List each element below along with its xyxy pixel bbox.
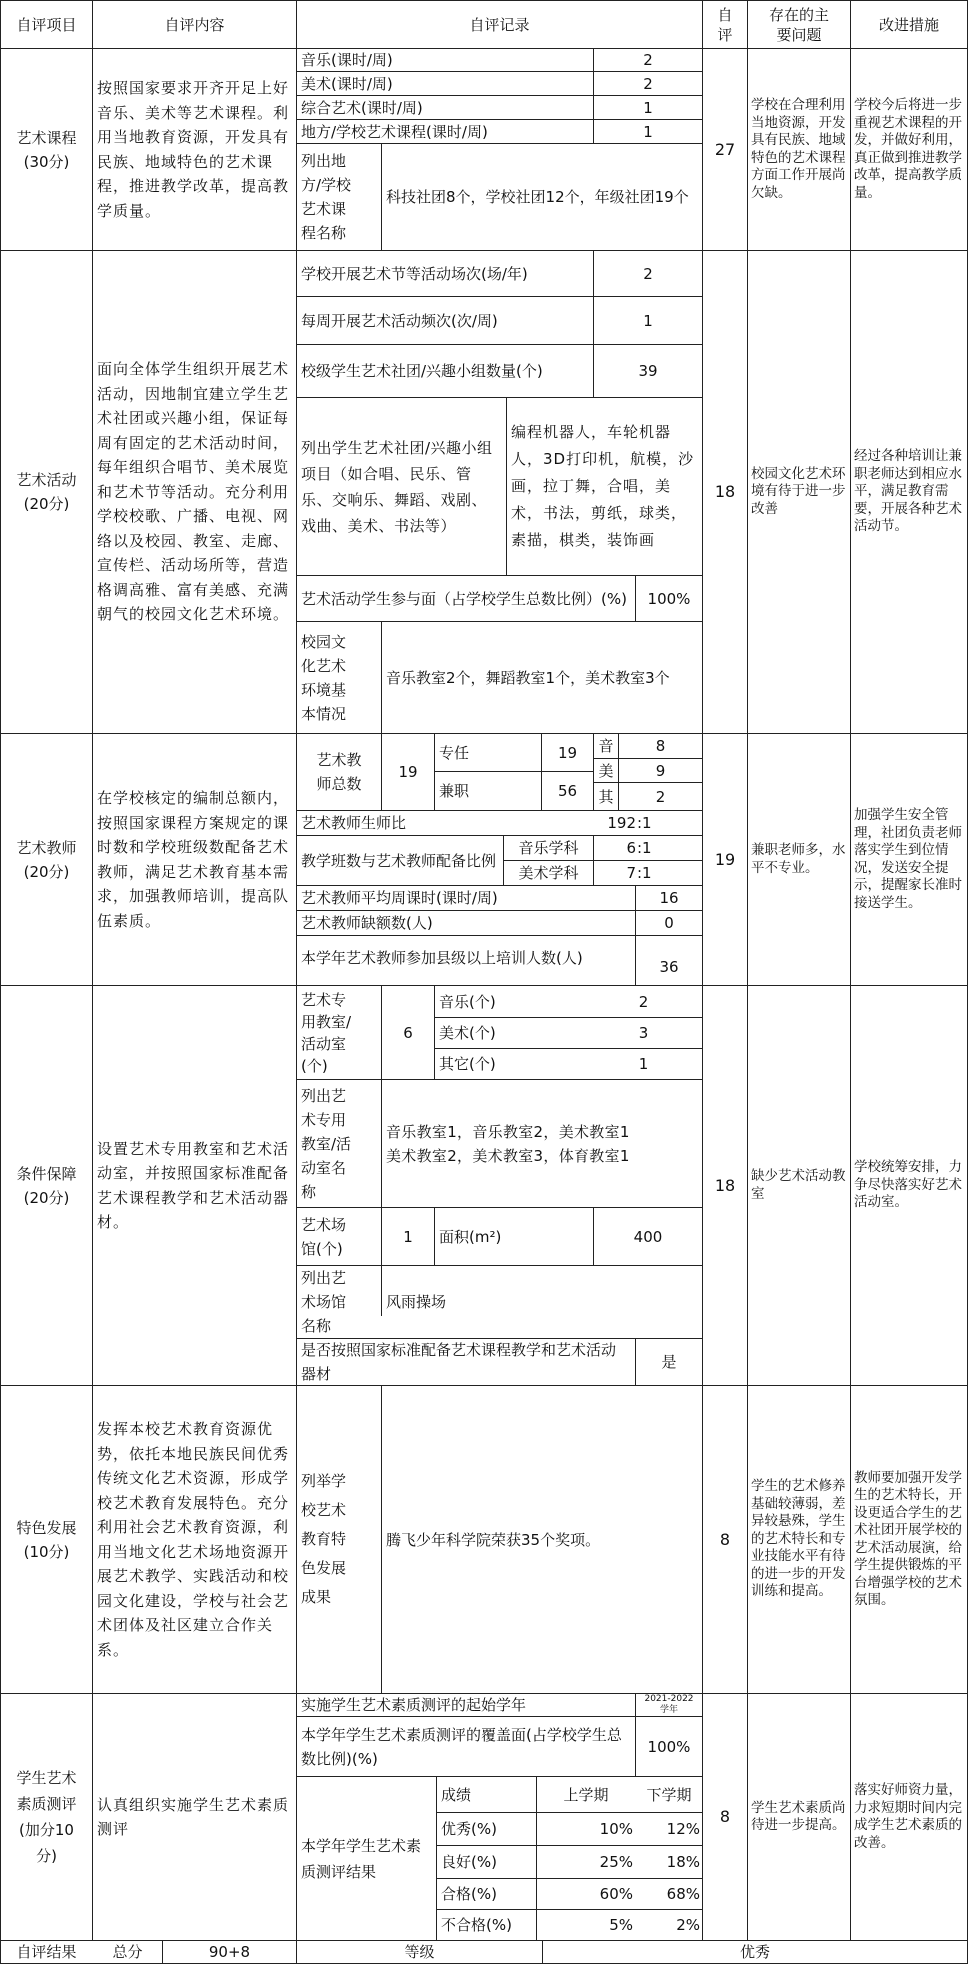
score-student-assessment: 8: [719, 1807, 731, 1826]
content-featured-development: 发挥本校艺术教育资源优势，依托本地民族民间优秀传统文化艺术资源，形成学校艺术教育发展特色。充分利用社会艺术教育资源，利用当地文化艺术场地资源开展艺术教学、实践活动和校园文化建设，学校与社会艺术团体及社区建立合作关系。: [97, 1420, 290, 1659]
course-music-label: 音乐(课时/周): [301, 51, 393, 69]
col-grade: 成绩: [441, 1785, 472, 1804]
course-music-value: 2: [643, 51, 653, 69]
score-art-courses: 27: [714, 139, 736, 159]
equipment-value: 是: [661, 1353, 677, 1371]
music-ratio-suffix: :1: [637, 839, 652, 857]
grade-pass-second: 68%: [666, 1885, 700, 1903]
measure-art-courses: 学校今后将进一步重视艺术课程的开发，并做好利用，真正做到推进教学改革，提高教学质量。: [854, 97, 962, 201]
grade-excellent-label: 优秀(%): [441, 1820, 497, 1838]
club-list-value: 编程机器人，车轮机器人，3D打印机，航模，沙画，拉丁舞，合唱，美术，书法，剪纸，球类，素描，棋类，装饰画: [511, 423, 695, 549]
environment-value: 音乐教室2个，舞蹈教室1个，美术教室3个: [386, 668, 670, 687]
subject-other-label: 其: [598, 787, 614, 806]
room-music-value: 2: [638, 992, 649, 1011]
ratio-suffix: :1: [637, 814, 652, 832]
featured-value: 腾飞少年科学院荣获35个奖项。: [386, 1530, 601, 1549]
featured-label: 列举学 校艺术 教育特 色发展 成果: [301, 1472, 347, 1606]
grade-good-second: 18%: [666, 1853, 700, 1871]
header-measures: 改进措施: [878, 15, 939, 34]
teacher-total-value: 19: [398, 763, 418, 781]
fulltime-label: 专任: [439, 743, 470, 762]
subject-art-label: 美: [598, 761, 614, 780]
room-other-label: 其它(个): [439, 1055, 496, 1073]
course-names-value: 科技社团8个，学校社团12个，年级社团19个: [386, 188, 689, 206]
grade-fail-label: 不合格(%): [441, 1916, 512, 1934]
problem-art-courses: 学校在合理利用当地资源，开发具有民族、地域特色的艺术课程方面工作开展尚欠缺。: [751, 97, 846, 201]
subject-other-value: 2: [655, 787, 666, 806]
col-second-term: 下学期: [646, 1785, 692, 1804]
grade-good-label: 良好(%): [441, 1853, 497, 1871]
environment-label: 校园文 化艺术 环境基 本情况: [301, 632, 347, 723]
problem-art-activities: 校园文化艺术环境有待于进一步改善: [751, 465, 846, 517]
training-label: 本学年艺术教师参加县级以上培训人数(人): [301, 949, 583, 967]
measure-art-teachers: 加强学生安全管理，社团负责老师落实学生到位情况，发送安全提示，提醒家长准时接送学生。: [854, 807, 962, 911]
content-student-assessment: 认真组织实施学生艺术素质测评: [97, 1795, 290, 1838]
music-ratio-label: 音乐学科: [518, 839, 579, 857]
course-art-label: 美术(课时/周): [301, 74, 393, 93]
parttime-label: 兼职: [439, 782, 470, 800]
area-label: 面积(m²): [439, 1227, 502, 1246]
room-art-value: 3: [638, 1024, 649, 1042]
footer-label: 自评结果: [16, 1943, 77, 1961]
venues-value: 1: [403, 1227, 413, 1246]
problem-student-assessment: 学生艺术素质尚待进一步提高。: [751, 1799, 846, 1833]
area-value: 400: [633, 1227, 663, 1246]
room-art-label: 美术(个): [439, 1024, 496, 1042]
problem-art-teachers: 兼职老师多，水平不专业。: [751, 842, 846, 876]
measure-art-activities: 经过各种培训让兼职老师达到相应水平，满足教育需要，开展各种艺术活动节。: [854, 448, 962, 535]
art-ratio-suffix: :1: [637, 864, 652, 882]
venue-names-value: 风雨操场: [386, 1293, 447, 1311]
music-ratio-value: 6: [626, 839, 636, 857]
score-featured-development: 8: [719, 1529, 731, 1549]
ratio-label: 艺术教师生师比: [301, 814, 407, 832]
rooms-value: 6: [403, 1023, 413, 1042]
club-list-label: 列出学生艺术社团/兴趣小组项目（如合唱、民乐、管乐、交响乐、舞蹈、戏剧、戏曲、美术、书法等）: [301, 438, 493, 535]
footer-total-label: 总分: [112, 1943, 143, 1961]
col-first-term: 上学期: [563, 1785, 609, 1804]
grade-fail-second: 2%: [676, 1916, 700, 1934]
weekly-value: 1: [643, 311, 653, 330]
measure-featured-development: 教师要加强开发学生的艺术特长，开设更适合学生的艺术社团开展学校的艺术活动展演，给学生提供锻炼的平台增强学校的艺术氛围。: [854, 1469, 962, 1608]
item-art-activities: 艺术活动 (20分): [16, 471, 77, 513]
subject-music-label: 音: [598, 737, 614, 755]
course-integrated-label: 综合艺术(课时/周): [301, 98, 423, 117]
content-art-courses: 按照国家要求开齐开足上好音乐、美术等艺术课程。利用当地教育资源，开发具有民族、地域特色的艺术课程，推进教学改革，提高教学质量。: [97, 79, 290, 220]
start-year-label: 实施学生艺术素质测评的起始学年: [301, 1696, 527, 1714]
course-integrated-value: 1: [643, 98, 653, 117]
class-ratio-label: 教学班数与艺术教师配备比例: [301, 851, 497, 870]
footer-grade-label: 等级: [404, 1943, 435, 1961]
header-content: 自评内容: [164, 15, 225, 34]
measure-conditions: 学校统筹安排，力争尽快落实好艺术活动室。: [854, 1159, 962, 1211]
weekly-hours-value: 16: [659, 889, 679, 907]
start-year-value: 2021-2022 学年: [644, 1694, 694, 1715]
grade-pass-first: 60%: [599, 1885, 633, 1903]
course-local-label: 地方/学校艺术课程(课时/周): [301, 122, 488, 141]
course-art-value: 2: [643, 74, 653, 93]
grade-fail-first: 5%: [609, 1916, 633, 1934]
item-featured-development: 特色发展 (10分): [16, 1518, 77, 1561]
art-ratio-label: 美术学科: [518, 864, 579, 882]
art-ratio-value: 7: [626, 864, 636, 882]
course-names-label: 列出地 方/学校 艺术课 程名称: [301, 152, 352, 242]
fulltime-value: 19: [557, 743, 578, 762]
room-other-value: 1: [638, 1055, 649, 1073]
venues-label: 艺术场 馆(个): [301, 1215, 347, 1258]
header-record: 自评记录: [469, 15, 530, 34]
item-student-assessment: 学生艺术 素质测评 (加分10 分): [16, 1769, 77, 1865]
equipment-label: 是否按照国家标准配备艺术课程教学和艺术活动器材: [301, 1341, 617, 1383]
teacher-total-label: 艺术教 师总数: [316, 751, 362, 793]
coverage-label: 本学年学生艺术素质测评的覆盖面(占学校学生总数比例)(%): [301, 1725, 622, 1768]
item-art-courses: 艺术课程 (30分): [16, 128, 77, 171]
result-label: 本学年学生艺术素质测评结果: [301, 1836, 422, 1881]
header-item: 自评项目: [16, 15, 77, 34]
shortage-label: 艺术教师缺额数(人): [301, 914, 433, 932]
subject-music-value: 8: [655, 737, 666, 755]
score-art-activities: 18: [714, 482, 736, 501]
grade-good-first: 25%: [599, 1853, 633, 1871]
weekly-label: 每周开展艺术活动频次(次/周): [301, 311, 498, 330]
participation-value: 100%: [647, 589, 691, 608]
content-art-activities: 面向全体学生组织开展艺术活动，因地制宜建立学生艺术社团或兴趣小组，保证每周有固定的艺术活动时间，每年组织合唱节、美术展览和艺术节等活动。充分利用学校校歌、广播、电视、网络以及校园、教室、走廊、宣传栏、活动场所等，营造格调高雅、富有美感、充满朝气的校园文化艺术环境。: [97, 360, 290, 624]
score-art-teachers: 19: [714, 849, 736, 869]
rooms-label: 艺术专 用教室/ 活动室 (个): [301, 990, 352, 1075]
clubs-label: 校级学生艺术社团/兴趣小组数量(个): [301, 362, 543, 380]
problem-conditions: 缺少艺术活动教室: [751, 1168, 846, 1202]
venue-names-label: 列出艺 术场馆 名称: [301, 1269, 347, 1335]
coverage-value: 100%: [647, 1737, 691, 1756]
ratio-value: 192: [607, 814, 636, 832]
room-music-label: 音乐(个): [439, 992, 496, 1011]
grade-excellent-second: 12%: [666, 1820, 700, 1838]
participation-label: 艺术活动学生参与面（占学校学生总数比例）(%): [301, 589, 627, 608]
header-problems: 存在的主 要问题: [768, 5, 829, 44]
content-conditions: 设置艺术专用教室和艺术活动室，并按照国家标准配备艺术课程教学和艺术活动器材。: [97, 1139, 290, 1231]
room-names-value: 音乐教室1，音乐教室2，美术教室1 美术教室2，美术教室3，体育教室1: [386, 1122, 630, 1165]
training-value: 36: [659, 957, 679, 976]
course-local-value: 1: [643, 122, 653, 141]
footer-grade-value: 优秀: [739, 1943, 770, 1961]
shortage-value: 0: [664, 914, 674, 932]
problem-featured-development: 学生的艺术修养基础较薄弱，差异较悬殊，学生的艺术特长和专业技能水平有待的进一步的开发训练和提高。: [751, 1478, 846, 1600]
grade-excellent-first: 10%: [599, 1820, 633, 1838]
item-conditions: 条件保障 (20分): [16, 1164, 77, 1207]
festival-value: 2: [643, 264, 653, 283]
room-names-label: 列出艺 术专用 教室/活 动室名 称: [301, 1086, 352, 1201]
subject-art-value: 9: [655, 761, 666, 780]
score-conditions: 18: [714, 1175, 736, 1195]
weekly-hours-label: 艺术教师平均周课时(课时/周): [301, 889, 498, 907]
footer-total-value: 90+8: [208, 1943, 251, 1961]
item-art-teachers: 艺术教师 (20分): [16, 838, 77, 881]
content-art-teachers: 在学校核定的编制总额内，按照国家课程方案规定的课时数和学校班级数配备艺术教师，满足艺术教育基本需求，加强教师培训，提高队伍素质。: [97, 789, 290, 930]
grade-pass-label: 合格(%): [441, 1885, 497, 1903]
festival-label: 学校开展艺术节等活动场次(场/年): [301, 264, 528, 283]
clubs-value: 39: [638, 362, 658, 380]
measure-student-assessment: 落实好师资力量，力求短期时间内完成学生艺术素质的改善。: [854, 1782, 962, 1851]
header-score: 自 评: [717, 5, 733, 44]
parttime-value: 56: [557, 782, 578, 800]
